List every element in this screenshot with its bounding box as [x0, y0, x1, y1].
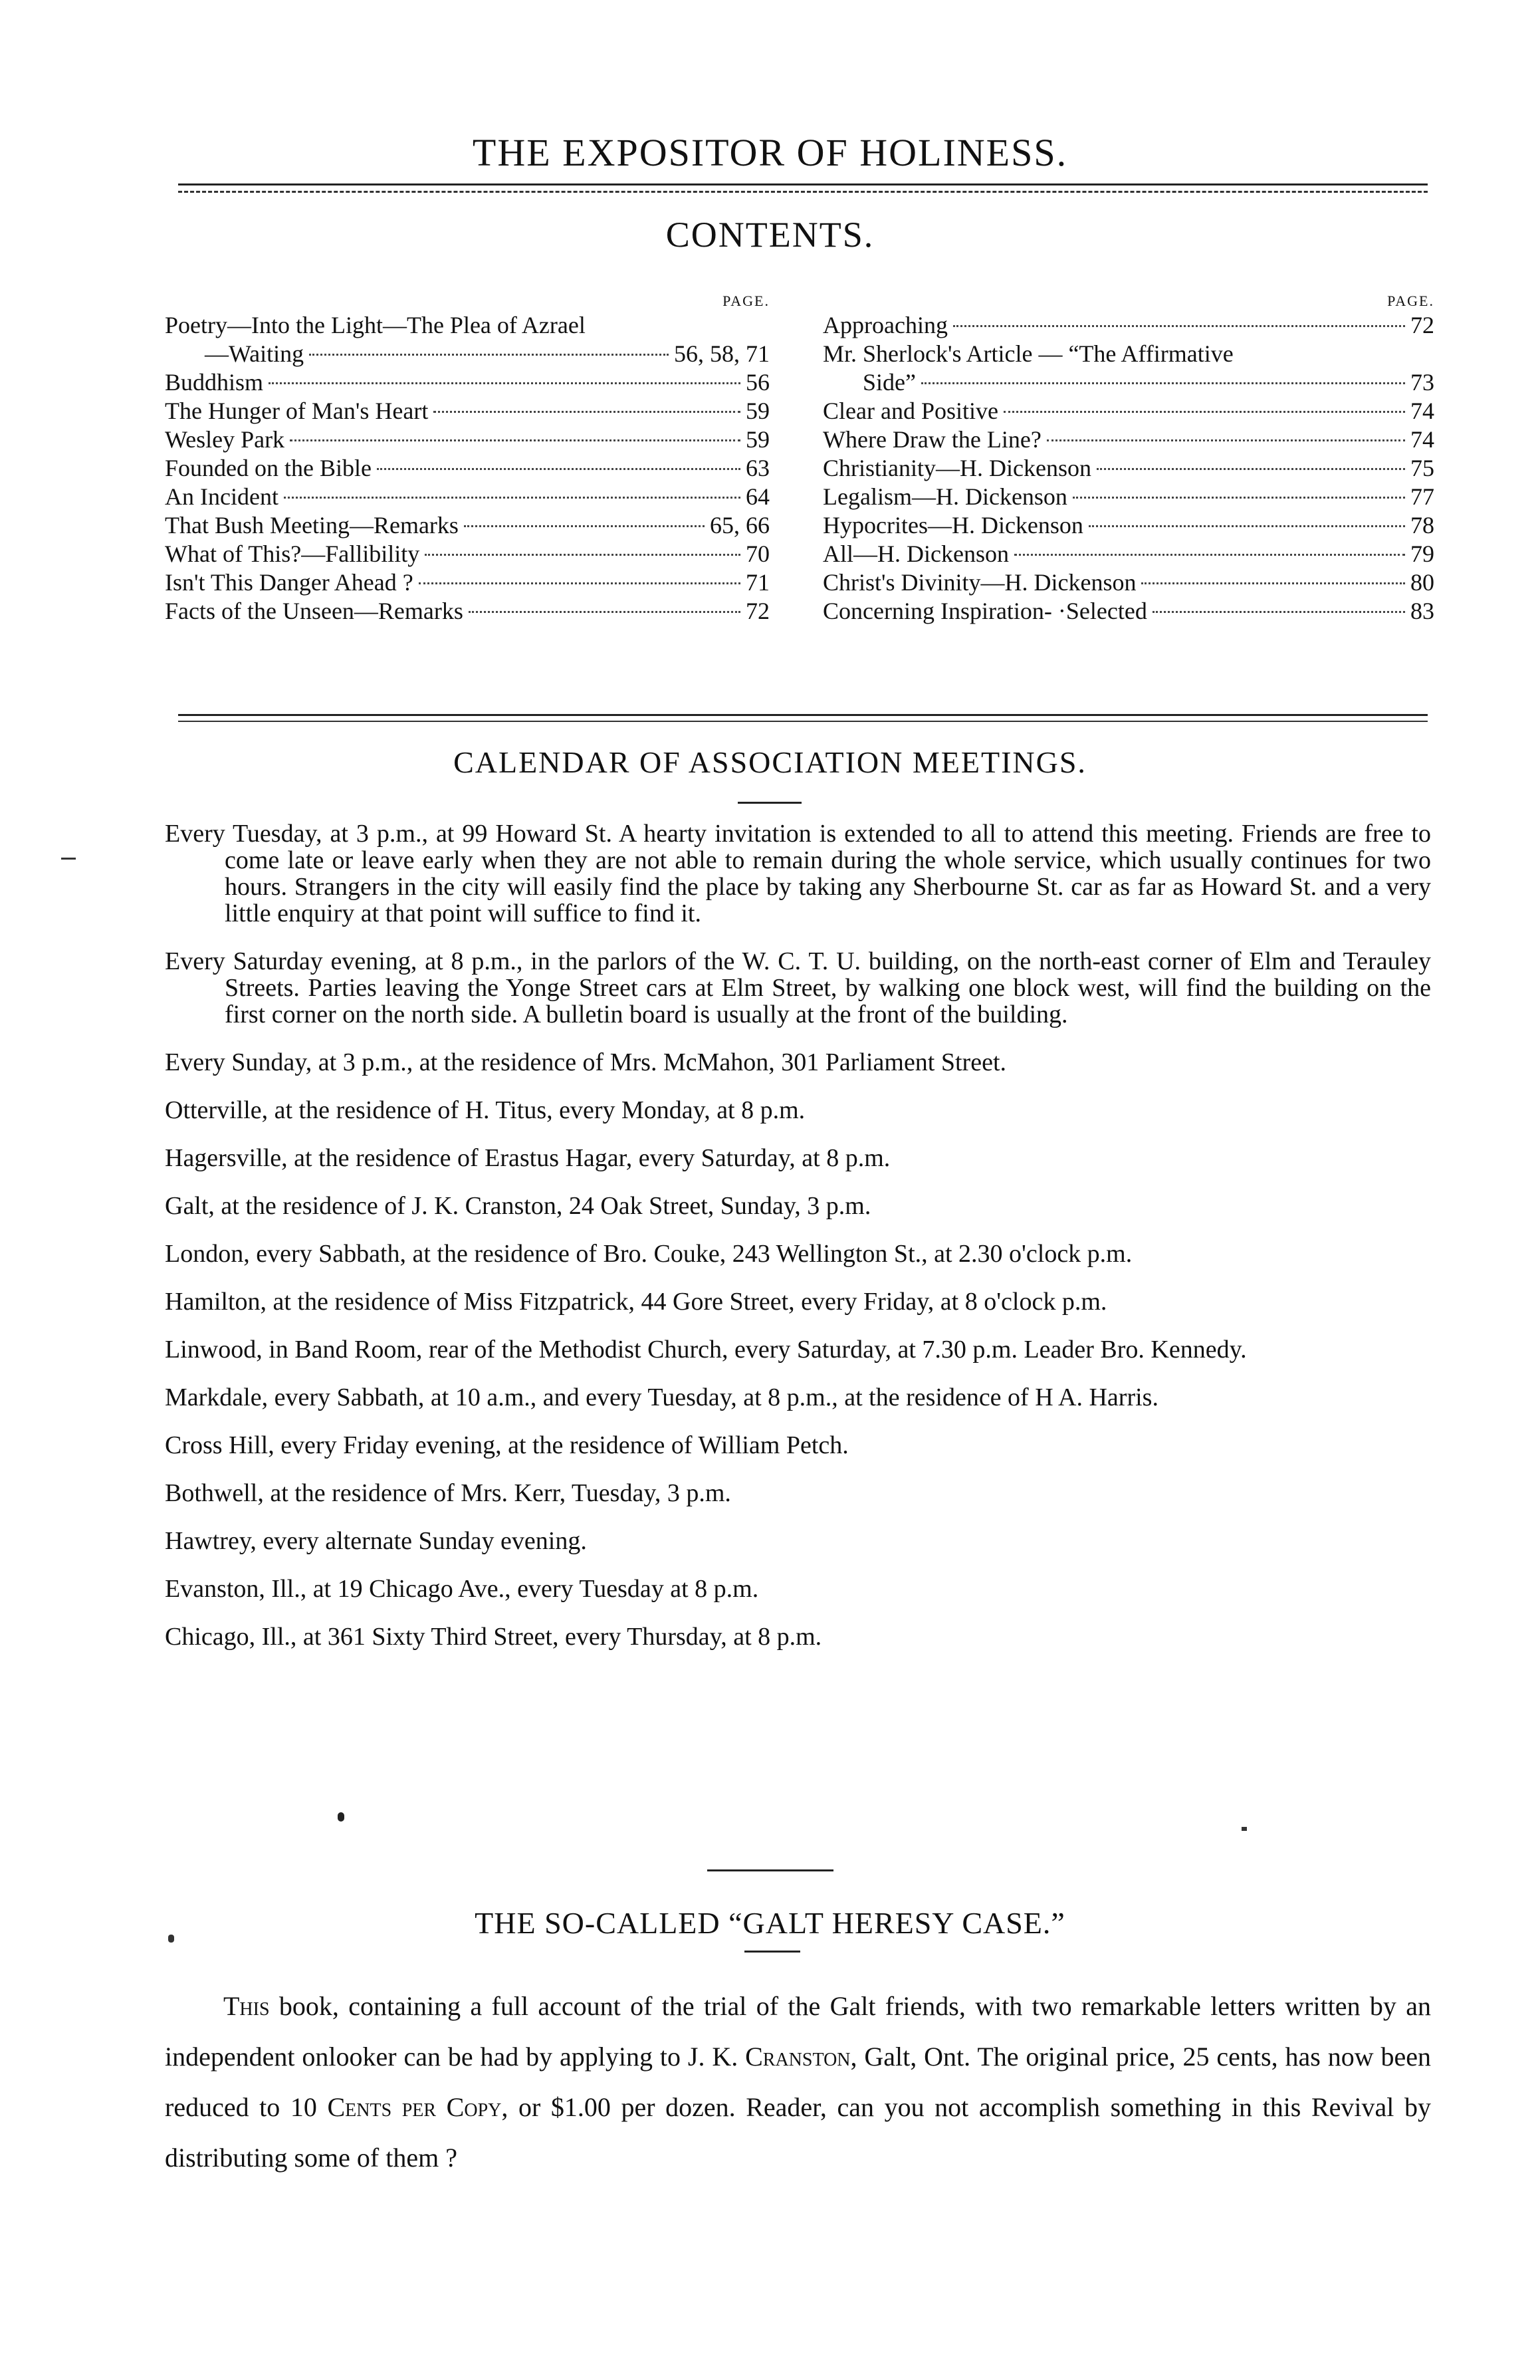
dot-leader [377, 468, 740, 470]
dot-leader [1141, 582, 1405, 584]
meeting-entry: Every Sunday, at 3 p.m., at the residence of Mrs. McMahon, 301 Parliament Street. [165, 1048, 1007, 1076]
toc-entry [823, 568, 1434, 597]
meeting-entry: Markdale, every Sabbath, at 10 a.m., and every Tuesday, at 8 p.m., at the residence of H A. Harris. [165, 1383, 1158, 1411]
toc-entry-page: 83 [1410, 598, 1434, 624]
galt-name: Cranston [745, 2042, 851, 2072]
toc-entry [823, 311, 1434, 340]
dot-leader [1089, 525, 1405, 527]
meeting-entry: Linwood, in Band Room, rear of the Methodist Church, every Saturday, at 7.30 p.m. Leader Bro. Kennedy. [165, 1336, 1247, 1364]
galt-text-3: , or $1.00 per dozen. Reader, can you not accomplish something in this Revival by distributing some of them ? [165, 2092, 1431, 2173]
toc-entry-page: 77 [1410, 483, 1434, 510]
toc-entry-row [165, 368, 770, 397]
masthead-rule [178, 183, 1428, 185]
toc-entry-title: Facts of the Unseen—Remarks [165, 598, 463, 624]
meeting-entry: Galt, at the residence of J. K. Cranston, 24 Oak Street, Sunday, 3 p.m. [165, 1192, 871, 1220]
toc-entry-title: Concerning Inspiration- ·Selected [823, 598, 1147, 624]
section-divider [707, 1869, 833, 1871]
toc-entry [165, 483, 770, 511]
toc-entry [165, 540, 770, 568]
toc-entry-title: Poetry—Into the Light—The Plea of Azrael [165, 312, 586, 338]
meeting-entry: Cross Hill, every Friday evening, at the residence of William Petch. [165, 1431, 849, 1459]
dot-leader [433, 411, 740, 413]
toc-entry-row [823, 454, 1434, 483]
ink-blot-mark [338, 1812, 344, 1822]
dot-leader [1097, 468, 1405, 470]
dot-leader [419, 582, 740, 584]
toc-entry-page: 71 [746, 569, 770, 596]
toc-entry-row [165, 425, 770, 454]
toc-entry-row [165, 397, 770, 425]
dot-leader [1047, 439, 1405, 441]
toc-entry-title: The Hunger of Man's Heart [165, 398, 429, 424]
toc-entry-title: Where Draw the Line? [823, 426, 1042, 453]
dot-leader [284, 497, 740, 499]
dot-leader [921, 382, 1405, 384]
toc-entry-title: An Incident [165, 483, 278, 510]
galt-text-1: book, containing a full account of the trial of the Galt friends, with two remarkable letters written by an independent onlooker can be had by applying to J. K. [165, 1991, 1431, 2072]
margin-speck-mark [168, 1935, 174, 1943]
calendar-heading: CALENDAR OF ASSOCIATION MEETINGS. [453, 745, 1087, 779]
toc-entry-page: 74 [1410, 398, 1434, 424]
meeting-entry: Evanston, Ill., at 19 Chicago Ave., every Tuesday at 8 p.m. [165, 1575, 759, 1603]
dot-leader [469, 611, 740, 613]
toc-entry-row [165, 568, 770, 597]
toc-entry [165, 511, 770, 540]
dot-leader [290, 439, 740, 441]
meetings-list [165, 820, 1431, 1671]
toc-entry [165, 311, 770, 368]
dot-leader [953, 325, 1405, 327]
toc-entry-page: 72 [1410, 312, 1434, 338]
meeting-entry: Hagersville, at the residence of Erastus Hagar, every Saturday, at 8 p.m. [165, 1144, 891, 1172]
toc-entry [823, 597, 1434, 626]
toc-entry-title: Legalism—H. Dickenson [823, 483, 1067, 510]
meeting-entry: Bothwell, at the residence of Mrs. Kerr, Tuesday, 3 p.m. [165, 1479, 731, 1507]
toc-entry-title: Isn't This Danger Ahead ? [165, 569, 413, 596]
toc-entry-title: Clear and Positive [823, 398, 998, 424]
dot-leader [1004, 411, 1405, 413]
toc-entry-page: 78 [1410, 512, 1434, 538]
toc-entry-title: Christ's Divinity—H. Dickenson [823, 569, 1137, 596]
toc-entry-title: Founded on the Bible [165, 455, 372, 481]
contents-bottom-rule [178, 714, 1428, 716]
toc-entry-title: Wesley Park [165, 426, 285, 453]
toc-entry-page: 63 [746, 455, 770, 481]
dot-leader [269, 382, 740, 384]
dot-leader [309, 354, 669, 356]
galt-lead-word: This [223, 1991, 270, 2021]
toc-entry [823, 425, 1434, 454]
contents-right-column [823, 293, 1434, 626]
toc-entry [823, 340, 1434, 397]
toc-entry-row [165, 597, 770, 626]
dot-leader [464, 525, 705, 527]
toc-entry-continuation: —Waiting [205, 340, 304, 367]
toc-entry-row [823, 311, 1434, 340]
toc-entry [165, 597, 770, 626]
toc-entry-title: Mr. Sherlock's Article — “The Affirmative [823, 340, 1234, 367]
toc-entry-row [823, 540, 1434, 568]
toc-entry-row [165, 511, 770, 540]
toc-entry-title: Approaching [823, 312, 948, 338]
toc-entry-title: That Bush Meeting—Remarks [165, 512, 459, 538]
toc-entry [165, 397, 770, 425]
galt-price-caps: Cents per Copy [327, 2092, 502, 2122]
dot-leader [1073, 497, 1405, 499]
toc-entry-continuation: Side” [863, 369, 916, 396]
toc-entry [165, 454, 770, 483]
toc-entry-row [823, 368, 1434, 397]
toc-entry-page: 74 [1410, 426, 1434, 453]
toc-entry-page: 70 [746, 540, 770, 567]
toc-entry-page: 56 [746, 369, 770, 396]
meeting-entry: Chicago, Ill., at 361 Sixty Third Street, every Thursday, at 8 p.m. [165, 1623, 822, 1651]
masthead-title: THE EXPOSITOR OF HOLINESS. [472, 131, 1068, 174]
toc-entry-page: 59 [746, 398, 770, 424]
toc-entry-page: 75 [1410, 455, 1434, 481]
dot-leader [1153, 611, 1405, 613]
dot-leader [1014, 554, 1405, 556]
toc-entry-title: Christianity—H. Dickenson [823, 455, 1091, 481]
toc-entry [165, 425, 770, 454]
toc-entry-row [165, 483, 770, 511]
toc-entry-page: 79 [1410, 540, 1434, 567]
contents-bottom-rule-thin [178, 721, 1428, 722]
calendar-heading-rule [738, 802, 802, 804]
toc-entry-title: Hypocrites—H. Dickenson [823, 512, 1083, 538]
toc-entry-row [823, 483, 1434, 511]
page-column-heading: PAGE. [1387, 293, 1434, 309]
masthead-dashed-rule [178, 191, 1428, 193]
toc-entry-row [165, 540, 770, 568]
toc-entry [823, 483, 1434, 511]
toc-entry-title: All—H. Dickenson [823, 540, 1009, 567]
toc-entry-row [165, 454, 770, 483]
galt-text-2: , Galt, Ont. The original price, 25 cents, has now been reduced to 10 [165, 2042, 1431, 2122]
toc-entry-page: 64 [746, 483, 770, 510]
speck-mark [1242, 1827, 1247, 1831]
meeting-entry: Every Tuesday, at 3 p.m., at 99 Howard St. A hearty invitation is extended to all to attend this meeting. Friends are free to come late or leave early when they are not able to remain during the whole service, which usually continues for two hours. Strangers in the city will easily find the place by taking any Sherbourne St. car as far as Howard St. and a very little enquiry at that point will suffice to find it. [165, 820, 1431, 927]
toc-entry-row [823, 597, 1434, 626]
toc-entry [823, 397, 1434, 425]
toc-entry-page: 73 [1410, 369, 1434, 396]
page-column-heading: PAGE. [722, 293, 770, 309]
toc-entry-row [165, 340, 770, 368]
toc-entry-page: 72 [746, 598, 770, 624]
toc-entry-page: 56, 58, 71 [674, 340, 770, 367]
toc-entry-title: Buddhism [165, 369, 264, 396]
toc-entry-page: 65, 66 [710, 512, 770, 538]
meeting-entry: London, every Sabbath, at the residence of Bro. Couke, 243 Wellington St., at 2.30 o'clock p.m. [165, 1240, 1133, 1268]
galt-heading: THE SO-CALLED “GALT HERESY CASE.” [475, 1906, 1065, 1940]
toc-entry [165, 368, 770, 397]
meeting-entry: Hamilton, at the residence of Miss Fitzpatrick, 44 Gore Street, every Friday, at 8 o'clock p.m. [165, 1288, 1107, 1316]
galt-notice-paragraph [165, 1981, 1431, 2183]
toc-entry-page: 59 [746, 426, 770, 453]
toc-entry-title: What of This?—Fallibility [165, 540, 420, 567]
toc-entry-row [823, 425, 1434, 454]
meeting-entry: Every Saturday evening, at 8 p.m., in the parlors of the W. C. T. U. building, on the north-east corner of Elm and Terauley Streets. Parties leaving the Yonge Street cars at Elm Street, by walking one block west, will find the building on the first corner on the north side. A bulletin board is usually at the front of the building. [165, 947, 1431, 1028]
toc-entry [165, 568, 770, 597]
toc-entry [823, 454, 1434, 483]
contents-left-column [165, 293, 770, 626]
galt-heading-rule [744, 1951, 800, 1953]
contents-heading: CONTENTS. [665, 215, 875, 255]
toc-entry [823, 511, 1434, 540]
toc-entry-page: 80 [1410, 569, 1434, 596]
dot-leader [425, 554, 740, 556]
margin-dash-mark [61, 858, 76, 860]
meeting-entry: Otterville, at the residence of H. Titus, every Monday, at 8 p.m. [165, 1096, 806, 1124]
toc-entry-row [823, 511, 1434, 540]
toc-entry-row [823, 397, 1434, 425]
toc-entry [823, 540, 1434, 568]
meeting-entry: Hawtrey, every alternate Sunday evening. [165, 1527, 587, 1555]
toc-entry-row [823, 568, 1434, 597]
